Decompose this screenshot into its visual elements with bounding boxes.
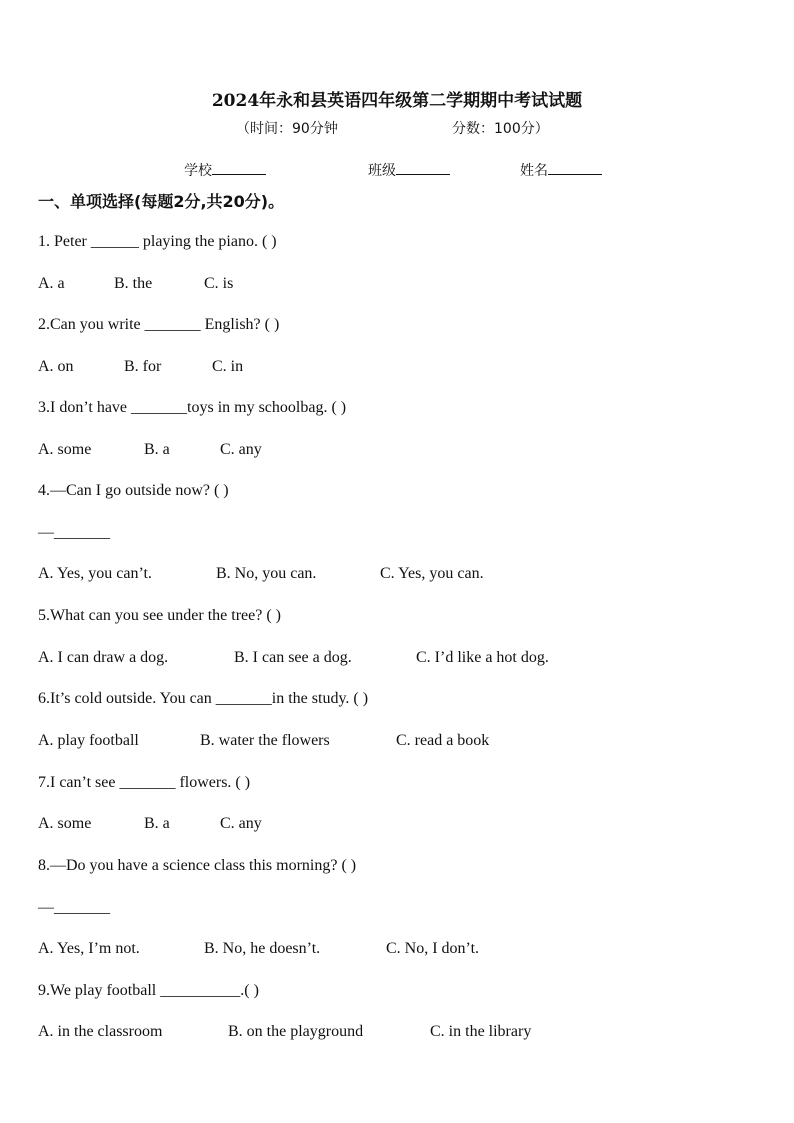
q3-option-b: B. a — [144, 441, 170, 458]
school-blank[interactable] — [212, 160, 266, 175]
q8-option-c: C. No, I don’t. — [386, 940, 480, 957]
q9-option-b: B. on the playground — [228, 1023, 364, 1040]
q8-option-b: B. No, he doesn’t. — [204, 940, 321, 957]
class-field — [368, 160, 450, 180]
class-label: 班级 — [368, 163, 396, 179]
q3-option-a: A. some — [38, 441, 92, 458]
question-5: 5.What can you see under the tree? ( ) — [38, 607, 281, 624]
q1-option-c: C. is — [204, 275, 234, 292]
q7-option-c: C. any — [220, 815, 262, 832]
exam-time: （时间：90分钟 — [236, 121, 338, 137]
q6-option-c: C. read a book — [396, 732, 490, 749]
q1-option-b: B. the — [114, 275, 153, 292]
q8-answer-line[interactable]: —_______ — [38, 899, 110, 916]
q2-option-b: B. for — [124, 358, 162, 375]
question-4: 4.—Can I go outside now? ( ) — [38, 482, 229, 499]
q5-option-a: A. I can draw a dog. — [38, 649, 169, 666]
q9-option-a: A. in the classroom — [38, 1023, 163, 1040]
school-field — [184, 160, 266, 180]
q8-option-a: A. Yes, I’m not. — [38, 940, 140, 957]
exam-title: 2024年永和县英语四年级第二学期期中考试试题 — [211, 91, 583, 111]
class-blank[interactable] — [396, 160, 450, 175]
q6-option-a: A. play football — [38, 732, 139, 749]
exam-score: 分数：100分） — [452, 121, 549, 137]
q4-answer-line[interactable]: —_______ — [38, 524, 110, 541]
school-label: 学校 — [184, 163, 212, 179]
question-3: 3.I don’t have _______toys in my schoolbag. ( ) — [38, 399, 347, 416]
question-6: 6.It’s cold outside. You can _______in the study. ( ) — [38, 690, 369, 707]
question-9: 9.We play football __________.( ) — [38, 982, 259, 999]
q4-option-a: A. Yes, you can’t. — [38, 565, 152, 582]
question-1: 1. Peter ______ playing the piano. ( ) — [38, 233, 277, 250]
q1-option-a: A. a — [38, 275, 65, 292]
q6-option-b: B. water the flowers — [200, 732, 330, 749]
q2-option-c: C. in — [212, 358, 244, 375]
question-7: 7.I can’t see _______ flowers. ( ) — [38, 774, 251, 791]
q5-option-b: B. I can see a dog. — [234, 649, 352, 666]
name-label: 姓名 — [520, 163, 548, 179]
q9-option-c: C. in the library — [430, 1023, 532, 1040]
q2-option-a: A. on — [38, 358, 74, 375]
q7-option-a: A. some — [38, 815, 92, 832]
question-2: 2.Can you write _______ English? ( ) — [38, 316, 280, 333]
section-title: 一、单项选择(每题2分,共20分)。 — [38, 192, 285, 211]
q7-option-b: B. a — [144, 815, 170, 832]
q5-option-c: C. I’d like a hot dog. — [416, 649, 549, 666]
name-blank[interactable] — [548, 160, 602, 175]
q4-option-b: B. No, you can. — [216, 565, 317, 582]
name-field — [520, 160, 602, 180]
q4-option-c: C. Yes, you can. — [380, 565, 484, 582]
q3-option-c: C. any — [220, 441, 262, 458]
question-8: 8.—Do you have a science class this morning? ( ) — [38, 857, 357, 874]
